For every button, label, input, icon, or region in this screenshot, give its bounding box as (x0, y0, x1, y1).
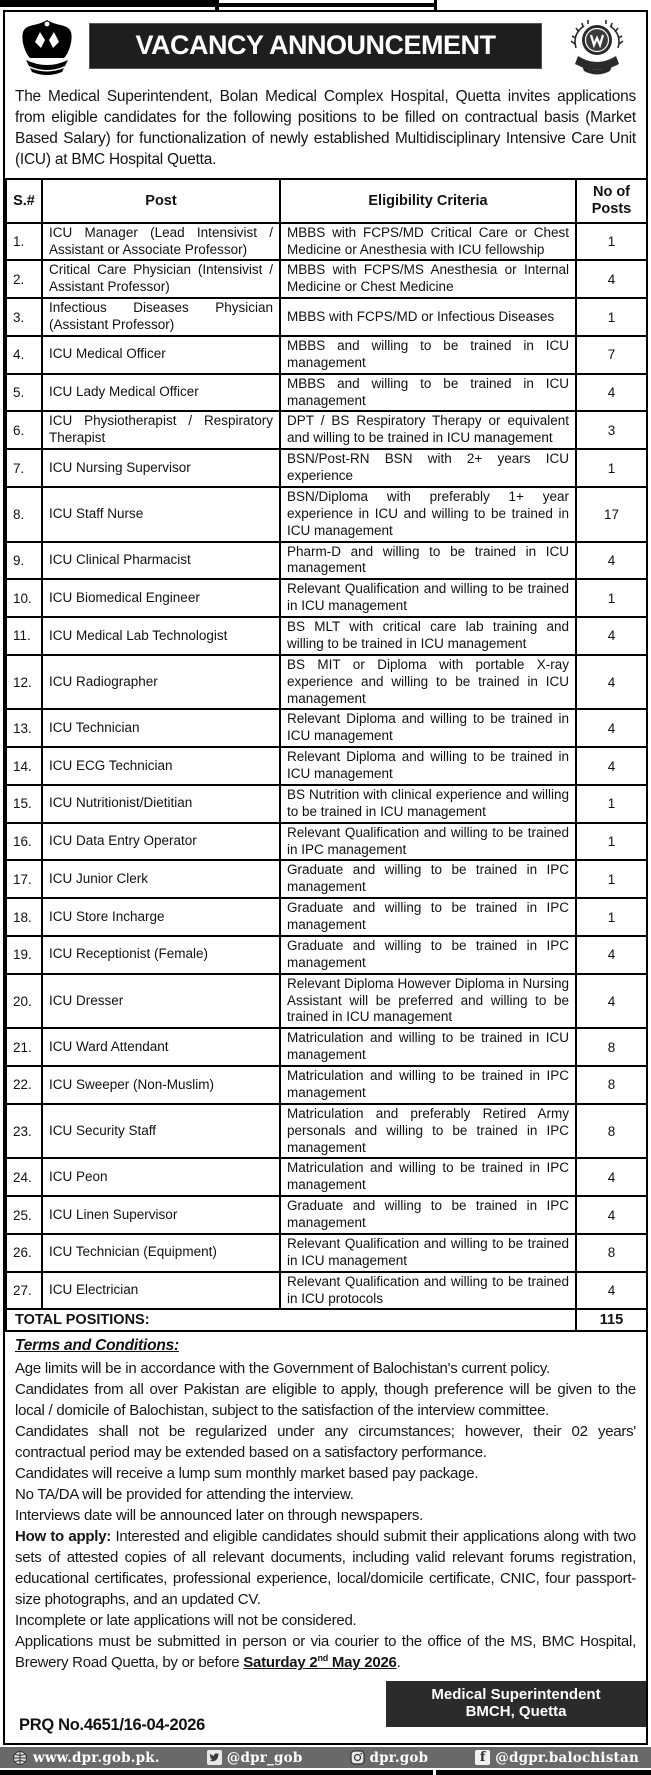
row-serial-number: 15. (6, 785, 42, 823)
terms-section (5, 1332, 646, 1675)
row-serial-number: 26. (6, 1234, 42, 1272)
row-serial-number: 12. (6, 655, 42, 710)
term-paragraph: Interviews date will be announced later on through newspapers. (15, 1507, 424, 1525)
row-posts-count: 4 (576, 709, 647, 747)
row-posts-count: 4 (576, 655, 647, 710)
row-eligibility-criteria: DPT / BS Respiratory Therapy or equivalent and willing to be trained in ICU management (280, 411, 576, 449)
row-posts-count: 1 (576, 823, 647, 861)
row-eligibility-criteria: BS MLT with critical care lab training and willing to be trained in ICU management (280, 617, 576, 655)
term-paragraph: Age limits will be in accordance with the Government of Balochistan's current policy. (15, 1360, 550, 1378)
row-serial-number: 3. (6, 298, 42, 336)
table-row (6, 374, 647, 412)
row-posts-count: 1 (576, 298, 647, 336)
website-url: www.dpr.gob.pk. (33, 1749, 160, 1766)
term-paragraph: Applications must be submitted in person or via courier to the office of the MS, BMC Hospital, Brewery Road Quetta, by or before Saturday 2nd May 2026. (15, 1633, 636, 1672)
page-title: VACANCY ANNOUNCEMENT (89, 23, 542, 69)
col-header-criteria: Eligibility Criteria (280, 179, 576, 222)
facebook-item (475, 1750, 639, 1766)
row-posts-count: 1 (576, 449, 647, 487)
term-paragraph: Candidates shall not be regularized under any circumstances; however, their 02 years' contractual period may be extended based on a satisfactory performance. (15, 1423, 636, 1462)
row-eligibility-criteria: MBBS and willing to be trained in ICU management (280, 336, 576, 374)
row-post-title: ICU Technician (Equipment) (42, 1234, 280, 1272)
table-row (6, 936, 647, 974)
signatory-box (386, 1681, 646, 1727)
row-eligibility-criteria: MBBS with FCPS/MD Critical Care or Chest Medicine or Anesthesia with ICU fellowship (280, 223, 576, 261)
row-post-title: ICU Technician (42, 709, 280, 747)
row-serial-number: 20. (6, 974, 42, 1029)
row-post-title: ICU Ward Attendant (42, 1028, 280, 1066)
row-post-title: ICU Dresser (42, 974, 280, 1029)
signatory-title: Medical Superintendent (431, 1686, 601, 1704)
footer (5, 1675, 646, 1743)
row-post-title: ICU Biomedical Engineer (42, 579, 280, 617)
row-eligibility-criteria: Relevant Qualification and willing to be trained in ICU protocols (280, 1272, 576, 1310)
row-eligibility-criteria: Matriculation and willing to be trained in ICU management (280, 1028, 576, 1066)
row-post-title: ICU Clinical Pharmacist (42, 542, 280, 580)
table-row (6, 260, 647, 298)
row-posts-count: 7 (576, 336, 647, 374)
row-eligibility-criteria: Graduate and willing to be trained in IPC management (280, 936, 576, 974)
row-eligibility-criteria: BS Nutrition with clinical experience and willing to be trained in ICU management (280, 785, 576, 823)
row-eligibility-criteria: Relevant Qualification and willing to be trained in ICU management (280, 579, 576, 617)
term-paragraph: No TA/DA will be provided for attending the interview. (15, 1486, 354, 1504)
row-eligibility-criteria: Relevant Qualification and willing to be trained in IPC management (280, 823, 576, 861)
row-eligibility-criteria: Matriculation and willing to be trained in IPC management (280, 1066, 576, 1104)
row-posts-count: 1 (576, 785, 647, 823)
row-posts-count: 4 (576, 374, 647, 412)
social-bar (0, 1745, 651, 1768)
row-post-title: ICU Lady Medical Officer (42, 374, 280, 412)
table-row (6, 655, 647, 710)
row-serial-number: 13. (6, 709, 42, 747)
row-serial-number: 24. (6, 1158, 42, 1196)
row-serial-number: 17. (6, 860, 42, 898)
row-post-title: Infectious Diseases Physician (Assistant Professor) (42, 298, 280, 336)
row-eligibility-criteria: MBBS and willing to be trained in ICU management (280, 374, 576, 412)
artifact-tick (434, 0, 437, 12)
row-posts-count: 1 (576, 223, 647, 261)
row-post-title: ICU Manager (Lead Intensivist / Assistant or Associate Professor) (42, 223, 280, 261)
balochistan-government-emblem-icon (11, 16, 83, 76)
table-row (6, 785, 647, 823)
instagram-item (350, 1750, 429, 1766)
table-row (6, 336, 647, 374)
row-serial-number: 22. (6, 1066, 42, 1104)
row-post-title: ICU Peon (42, 1158, 280, 1196)
artifact-bar-bottom (0, 1770, 651, 1775)
table-row (6, 411, 647, 449)
row-eligibility-criteria: Matriculation and willing to be trained in IPC management (280, 1158, 576, 1196)
terms-heading: Terms and Conditions: (15, 1337, 180, 1355)
row-serial-number: 14. (6, 747, 42, 785)
facebook-handle: @dgpr.balochistan (495, 1749, 639, 1766)
table-row (6, 1234, 647, 1272)
row-posts-count: 4 (576, 617, 647, 655)
table-row (6, 747, 647, 785)
row-eligibility-criteria: Relevant Diploma and willing to be trained in ICU management (280, 747, 576, 785)
row-post-title: ICU Security Staff (42, 1104, 280, 1159)
row-eligibility-criteria: Pharm-D and willing to be trained in ICU management (280, 542, 576, 580)
row-serial-number: 16. (6, 823, 42, 861)
row-posts-count: 8 (576, 1028, 647, 1066)
row-posts-count: 8 (576, 1104, 647, 1159)
row-serial-number: 6. (6, 411, 42, 449)
row-serial-number: 18. (6, 898, 42, 936)
row-posts-count: 17 (576, 487, 647, 542)
term-paragraph: Incomplete or late applications will not be considered. (15, 1612, 357, 1630)
terms-list (15, 1358, 636, 1673)
globe-icon (12, 1750, 28, 1766)
row-post-title: ICU Receptionist (Female) (42, 936, 280, 974)
artifact-gap (433, 1770, 436, 1775)
intro-paragraph: The Medical Superintendent, Bolan Medical Complex Hospital, Quetta invites applications from eligible candidates for the following positions to be filled on contractual basis (Market Based Salary) for functionalization of newly established Multidisciplinary Intensive Care Unit (ICU) at BMC Hospital Quetta. (15, 88, 636, 169)
row-serial-number: 11. (6, 617, 42, 655)
scan-artifact-bottom (0, 1769, 651, 1775)
row-post-title: ICU Staff Nurse (42, 487, 280, 542)
table-row (6, 823, 647, 861)
table-row (6, 617, 647, 655)
table-row (6, 1158, 647, 1196)
row-eligibility-criteria: Graduate and willing to be trained in IPC management (280, 860, 576, 898)
row-post-title: ICU Nutritionist/Dietitian (42, 785, 280, 823)
col-header-posts: No of Posts (576, 179, 647, 222)
col-header-post: Post (42, 179, 280, 222)
row-posts-count: 1 (576, 579, 647, 617)
row-serial-number: 8. (6, 487, 42, 542)
row-post-title: ICU Store Incharge (42, 898, 280, 936)
row-posts-count: 4 (576, 1272, 647, 1310)
row-post-title: Critical Care Physician (Intensivist / Assistant Professor) (42, 260, 280, 298)
table-row (6, 1104, 647, 1159)
row-post-title: ICU Medical Officer (42, 336, 280, 374)
vacancy-announcement-page (3, 10, 648, 1745)
table-row (6, 898, 647, 936)
row-eligibility-criteria: Matriculation and preferably Retired Army personals and willing to be trained in IPC management (280, 1104, 576, 1159)
twitter-icon (207, 1750, 222, 1765)
table-row (6, 487, 647, 542)
row-eligibility-criteria: BS MIT or Diploma with portable X-ray experience and willing to be trained in ICU management (280, 655, 576, 710)
row-serial-number: 7. (6, 449, 42, 487)
row-eligibility-criteria: BSN/Post-RN BSN with 2+ years ICU experience (280, 449, 576, 487)
row-serial-number: 2. (6, 260, 42, 298)
row-posts-count: 4 (576, 747, 647, 785)
row-post-title: ICU Sweeper (Non-Muslim) (42, 1066, 280, 1104)
row-serial-number: 19. (6, 936, 42, 974)
twitter-item (207, 1750, 303, 1766)
row-eligibility-criteria: MBBS with FCPS/MD or Infectious Diseases (280, 298, 576, 336)
row-serial-number: 9. (6, 542, 42, 580)
bmch-hospital-emblem-icon (554, 16, 640, 80)
signatory-org: BMCH, Quetta (465, 1703, 567, 1721)
table-row (6, 449, 647, 487)
table-row (6, 974, 647, 1029)
row-serial-number: 21. (6, 1028, 42, 1066)
row-eligibility-criteria: Relevant Diploma and willing to be trained in ICU management (280, 709, 576, 747)
row-eligibility-criteria: Relevant Diploma However Diploma in Nursing Assistant will be preferred and willing to be trained in ICU management (280, 974, 576, 1029)
table-row (6, 223, 647, 261)
row-serial-number: 1. (6, 223, 42, 261)
table-header-row (6, 179, 647, 222)
row-posts-count: 4 (576, 1158, 647, 1196)
positions-table (5, 178, 648, 1332)
row-post-title: ICU Medical Lab Technologist (42, 617, 280, 655)
total-row (6, 1309, 647, 1331)
row-serial-number: 4. (6, 336, 42, 374)
positions-tbody (6, 223, 647, 1310)
row-posts-count: 1 (576, 898, 647, 936)
row-serial-number: 10. (6, 579, 42, 617)
row-post-title: ICU ECG Technician (42, 747, 280, 785)
total-value: 115 (576, 1309, 647, 1331)
row-eligibility-criteria: Graduate and willing to be trained in IPC management (280, 1196, 576, 1234)
row-post-title: ICU Nursing Supervisor (42, 449, 280, 487)
row-posts-count: 8 (576, 1234, 647, 1272)
table-row (6, 1196, 647, 1234)
row-post-title: ICU Electrician (42, 1272, 280, 1310)
twitter-handle: @dpr_gob (226, 1749, 303, 1766)
row-serial-number: 27. (6, 1272, 42, 1310)
row-posts-count: 4 (576, 1196, 647, 1234)
total-label: TOTAL POSITIONS: (6, 1309, 576, 1331)
term-paragraph: Candidates from all over Pakistan are eligible to apply, though preference will be given to the local / domicile of Balochistan, subject to the satisfaction of the interview committee. (15, 1381, 636, 1420)
instagram-icon (350, 1750, 365, 1765)
table-row (6, 1272, 647, 1310)
row-posts-count: 8 (576, 1066, 647, 1104)
term-paragraph: How to apply: Interested and eligible candidates should submit their applications along with two sets of attested copies of all relevant documents, including valid relevant forums registration, educational certificates, professional experience, local/domicile certificate, CNIC, four passport-size photographs, and an updated CV. (15, 1528, 636, 1609)
row-post-title: ICU Physiotherapist / Respiratory Therapist (42, 411, 280, 449)
row-posts-count: 4 (576, 974, 647, 1029)
row-serial-number: 23. (6, 1104, 42, 1159)
artifact-bar-mid (219, 3, 434, 7)
prq-number: PRQ No.4651/16-04-2026 (19, 1716, 206, 1735)
table-row (6, 709, 647, 747)
row-posts-count: 4 (576, 260, 647, 298)
row-eligibility-criteria: MBBS with FCPS/MS Anesthesia or Internal Medicine or Chest Medicine (280, 260, 576, 298)
table-row (6, 1066, 647, 1104)
table-row (6, 1028, 647, 1066)
row-serial-number: 5. (6, 374, 42, 412)
instagram-handle: dpr.gob (369, 1749, 429, 1766)
col-header-sno: S.# (6, 179, 42, 222)
row-posts-count: 4 (576, 936, 647, 974)
scan-artifact-top (0, 0, 651, 10)
row-serial-number: 25. (6, 1196, 42, 1234)
row-post-title: ICU Radiographer (42, 655, 280, 710)
header (5, 12, 646, 80)
row-eligibility-criteria: Graduate and willing to be trained in IPC management (280, 898, 576, 936)
row-post-title: ICU Linen Supervisor (42, 1196, 280, 1234)
artifact-bar-left (0, 0, 217, 7)
table-row (6, 298, 647, 336)
table-row (6, 542, 647, 580)
website-item (12, 1750, 160, 1766)
table-row (6, 579, 647, 617)
row-post-title: ICU Junior Clerk (42, 860, 280, 898)
facebook-icon: f (475, 1750, 490, 1765)
row-posts-count: 3 (576, 411, 647, 449)
term-paragraph: Candidates will receive a lump sum monthly market based pay package. (15, 1465, 479, 1483)
row-eligibility-criteria: Relevant Qualification and willing to be trained in ICU management (280, 1234, 576, 1272)
row-eligibility-criteria: BSN/Diploma with preferably 1+ year experience in ICU and willing to be trained in ICU management (280, 487, 576, 542)
row-post-title: ICU Data Entry Operator (42, 823, 280, 861)
row-posts-count: 4 (576, 542, 647, 580)
row-posts-count: 1 (576, 860, 647, 898)
table-row (6, 860, 647, 898)
